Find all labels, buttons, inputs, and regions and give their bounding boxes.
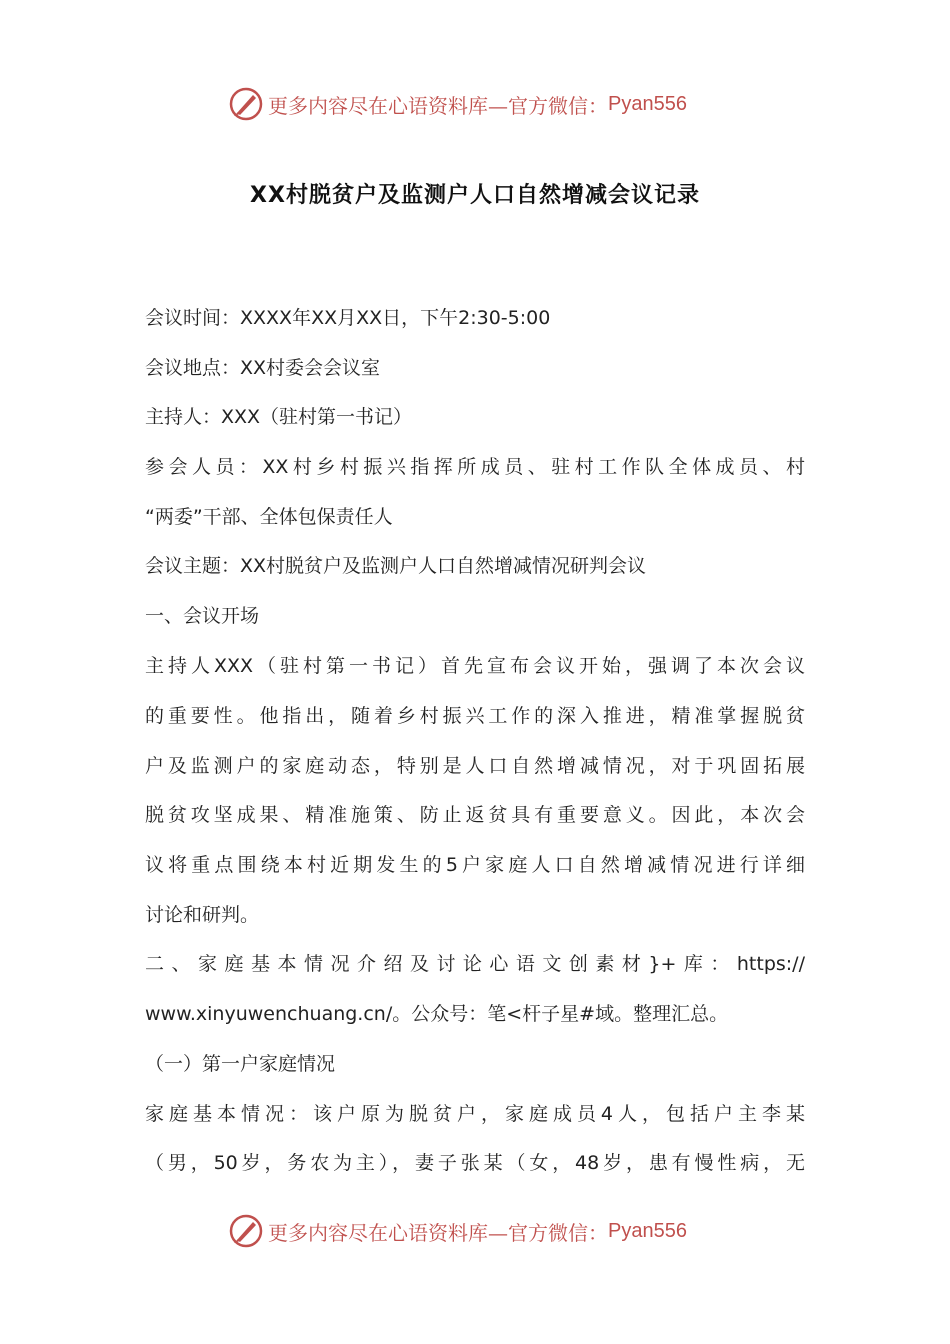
section-heading-2-cont: www.xinyuwenchuang.cn/。公众号：笔<杆子星#域。整理汇总。	[145, 1003, 729, 1025]
subsection-heading: （一）第一户家庭情况	[145, 1053, 336, 1075]
paragraph-line: 讨论和研判。	[145, 904, 260, 926]
banner-text: 更多内容尽在心语资料库—官方微信：	[268, 1220, 608, 1245]
banner-wechat-id: Pyan556	[608, 1219, 687, 1242]
document-title: XX村脱贫户及监测户人口自然增减会议记录	[250, 183, 700, 208]
footer-banner	[228, 1211, 687, 1251]
paragraph-line: 主持人XXX（驻村第一书记）首先宣布会议开始，强调了本次会议	[145, 655, 805, 677]
section-heading-1: 一、会议开场	[145, 605, 260, 627]
meeting-time: 会议时间：XXXX年XX月XX日，下午2:30-5:00	[145, 307, 551, 329]
paragraph-line: 户及监测户的家庭动态，特别是人口自然增减情况，对于巩固拓展	[145, 755, 805, 777]
banner-wechat-id: Pyan556	[608, 92, 687, 115]
header-banner	[228, 84, 687, 124]
paragraph-line: 家庭基本情况：该户原为脱贫户，家庭成员4人，包括户主李某	[145, 1103, 805, 1125]
section-heading-2: 二、家庭基本情况介绍及讨论心语文创素材}+库：https://	[145, 953, 805, 975]
meeting-location: 会议地点：XX村委会会议室	[145, 357, 381, 379]
paragraph-line: 脱贫攻坚成果、精准施策、防止返贫具有重要意义。因此，本次会	[145, 804, 805, 826]
meeting-host: 主持人：XXX（驻村第一书记）	[145, 406, 413, 428]
paragraph-line: 议将重点围绕本村近期发生的5户家庭人口自然增减情况进行详细	[145, 854, 805, 876]
attendees-line-2: “两委”干部、全体包保责任人	[145, 506, 393, 528]
banner-text: 更多内容尽在心语资料库—官方微信：	[268, 93, 608, 118]
meeting-topic: 会议主题：XX村脱贫户及监测户人口自然增减情况研判会议	[145, 555, 647, 577]
pen-logo-icon	[228, 86, 264, 122]
pen-logo-icon	[228, 1213, 264, 1249]
attendees-line-1: 参会人员：XX村乡村振兴指挥所成员、驻村工作队全体成员、村	[145, 456, 805, 478]
paragraph-line: （男，50岁，务农为主），妻子张某（女，48岁，患有慢性病，无	[145, 1152, 805, 1174]
paragraph-line: 的重要性。他指出，随着乡村振兴工作的深入推进，精准掌握脱贫	[145, 705, 805, 727]
